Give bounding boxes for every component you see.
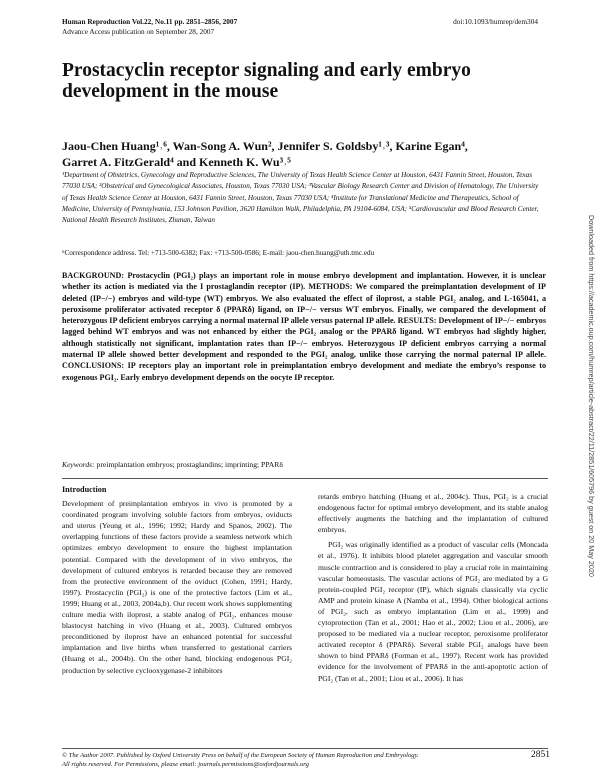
authors-line-1: Jaou-Chen Huang¹˒⁶, Wan-Song A. Wun², Jennifer S. Goldsby¹˒³, Karine Egan⁴,: [62, 139, 468, 153]
right-column: [318, 491, 548, 684]
right-column-paragraph-1: retards embryo hatching (Huang et al., 2004c). Thus, PGI₂ is a crucial endogenous factor for optimal embryo development, and its stable analog effectively augments the hatching and the implantation of cultured embryos.: [318, 492, 548, 535]
keywords-text: preimplantation embryos; prostaglandins; imprinting; PPARδ: [96, 460, 283, 469]
affiliations: ¹Department of Obstetrics, Gynecology and Reproductive Sciences, The University of Texas Health Science Center at Houston, 6431 Fannin Street, Houston, Texas 77030 USA; ²Obstetrical and Gynecological Associates, Houston, Texas 77030 USA; ³Vascular Biology Research Center and Division of Hematology, The University of Texas Health Science Center at Houston, 6431 Fannin Street, Houston, Texas 77030 USA; ⁴Institute for Translational Medicine and Therapeutics, School of Medicine, University of Pennsylvania, 153 Johnson Pavilion, 3620 Hamilton Walk, Philadelphia, PA 19104-6084, USA; ⁵Cardiovascular and Blood Research Center, National Health Research Institutes, Zhunan, Taiwan: [62, 171, 539, 225]
author-list: [62, 139, 542, 170]
journal-header: [62, 17, 237, 36]
doi[interactable]: doi:10.1093/humrep/dem304: [453, 17, 538, 26]
download-sidebar[interactable]: Downloaded from https://academic.oup.com/humrep/article-abstract/22/11/2851/605796 by guest on 20 May 2020: [587, 215, 596, 577]
left-column: [62, 484, 292, 676]
footer-line-2: All rights reserved. For Permissions, please email: journals.permissions@oxfordjournals.org: [62, 760, 309, 768]
abstract: BACKGROUND: Prostacyclin (PGI₂) plays an important role in mouse embryo development and implantation. However, it is unclear whether its action is mediated via the I prostaglandin receptor (IP). METHODS: We compared the preimplantation development of IP deleted (IP−/−) embryos and wild-type (WT) embryos. We also evaluated the effect of iloprost, a stable PGI₂ analog, and L-165041, a peroxisome proliferator activated receptor δ (PPARδ) ligand, on IP−/− versus WT embryos. Finally, we compared the development of heterozygous IP deficient embryos carrying a normal maternal IP allele versus paternal IP allele. RESULTS: Development of IP−/− embryos lagged behind WT embryos and was not enhanced by either the PGI₂ analog or the PPARδ ligand. WT embryos had slightly higher, although statistically not significant, implantation rates than IP−/− embryos. Heterozygous IP deficient embryos carrying a normal maternal IP allele showed better development and responded to the PGI₂ analog, unlike those carrying the normal paternal IP allele. CONCLUSIONS: IP receptors play an important role in preimplantation embryo development and mediate the embryo’s response to exogenous PGI₂. Early embryo development depends on the oocyte IP receptor.: [62, 271, 546, 382]
divider-bottom: [62, 748, 548, 749]
journal-citation: Human Reproduction Vol.22, No.11 pp. 2851–2856, 2007: [62, 17, 238, 26]
advance-access-line: Advance Access publication on September 28, 2007: [62, 26, 215, 36]
page-number: 2851: [531, 750, 550, 760]
keywords: [62, 460, 544, 469]
correspondence: ⁶Correspondence address. Tel: +713-500-6382; Fax: +713-500-0586; E-mail: jaou-chen.huang@uth.tmc.edu: [62, 249, 375, 257]
right-column-paragraph-2: PGI₂ was originally identified as a product of vascular cells (Moncada et al., 1976). It inhibits blood platelet aggregation and vascular smooth muscle contraction and is considered to play a crucial role in maintaining vascular homeostasis. The vascular actions of PGI₂ are mediated by a G protein-coupled PGI₂ receptor (IP), which signals classically via cyclic AMP and protein kinase A (Namba et al., 1994). Other biological actions of PGI₂, such as embryo implantation (Lim et al., 1999) and cytoprotection (Tan et al., 2001; Hao et al., 2002; Liou et al., 2006), are proposed to be mediated via a nuclear receptor, peroxisome proliferator activated receptor δ (PPARδ). Several stable PGI₂ analogs have been shown to bind PPARδ (Forman et al., 1997). Recent work has provided evidence for the involvement of PPARδ in the anti-apoptotic action of PGI₂ (Tan et al., 2001; Liou et al., 2006). It has: [318, 540, 548, 683]
left-column-text: Development of preimplantation embryos in vivo is promoted by a coordinated program involving soluble factors from embryos, oviducts and uterus (Yeung et al., 1996; 1992; Hardy and Spanos, 2002). The overlapping functions of these factors provide a seamless network which optimizes embryo development to ensure the highest implantation potential. Compared with the development of in vivo embryos, the development of cultured embryos is retarded because they are removed from the protective environment of the oviduct (Cohen, 1991; Hardy, 1997). Prostacyclin (PGI₂) is one of the protective factors (Lim et al., 1999; Huang et al., 2003, 2004a,b). Our recent work shows supplementing culture media with iloprost, a stable analog of PGI₂, enhances mouse blastocyst hatching in vivo (Huang et al., 2003). Cultured embryos preconditioned by iloprost have an enhanced potential for successful implantation and live births when transferred to gestational carriers (Huang et al., 2004b). On the other hand, blocking endogenous PGI₂ production by selective cyclooxygenase-2 inhibitors: [62, 499, 292, 675]
article-title: Prostacyclin receptor signaling and early embryo development in the mouse: [62, 60, 471, 102]
keywords-label: Keywords:: [62, 460, 95, 469]
authors-line-2: Garret A. FitzGerald⁴ and Kenneth K. Wu³˒⁵: [62, 154, 291, 169]
intro-heading: Introduction: [62, 485, 107, 494]
divider-top: [62, 478, 548, 479]
copyright-footer: [62, 752, 419, 769]
footer-line-1: © The Author 2007. Published by Oxford University Press on behalf of the European Society of Human Reproduction and Embryology.: [62, 752, 419, 759]
